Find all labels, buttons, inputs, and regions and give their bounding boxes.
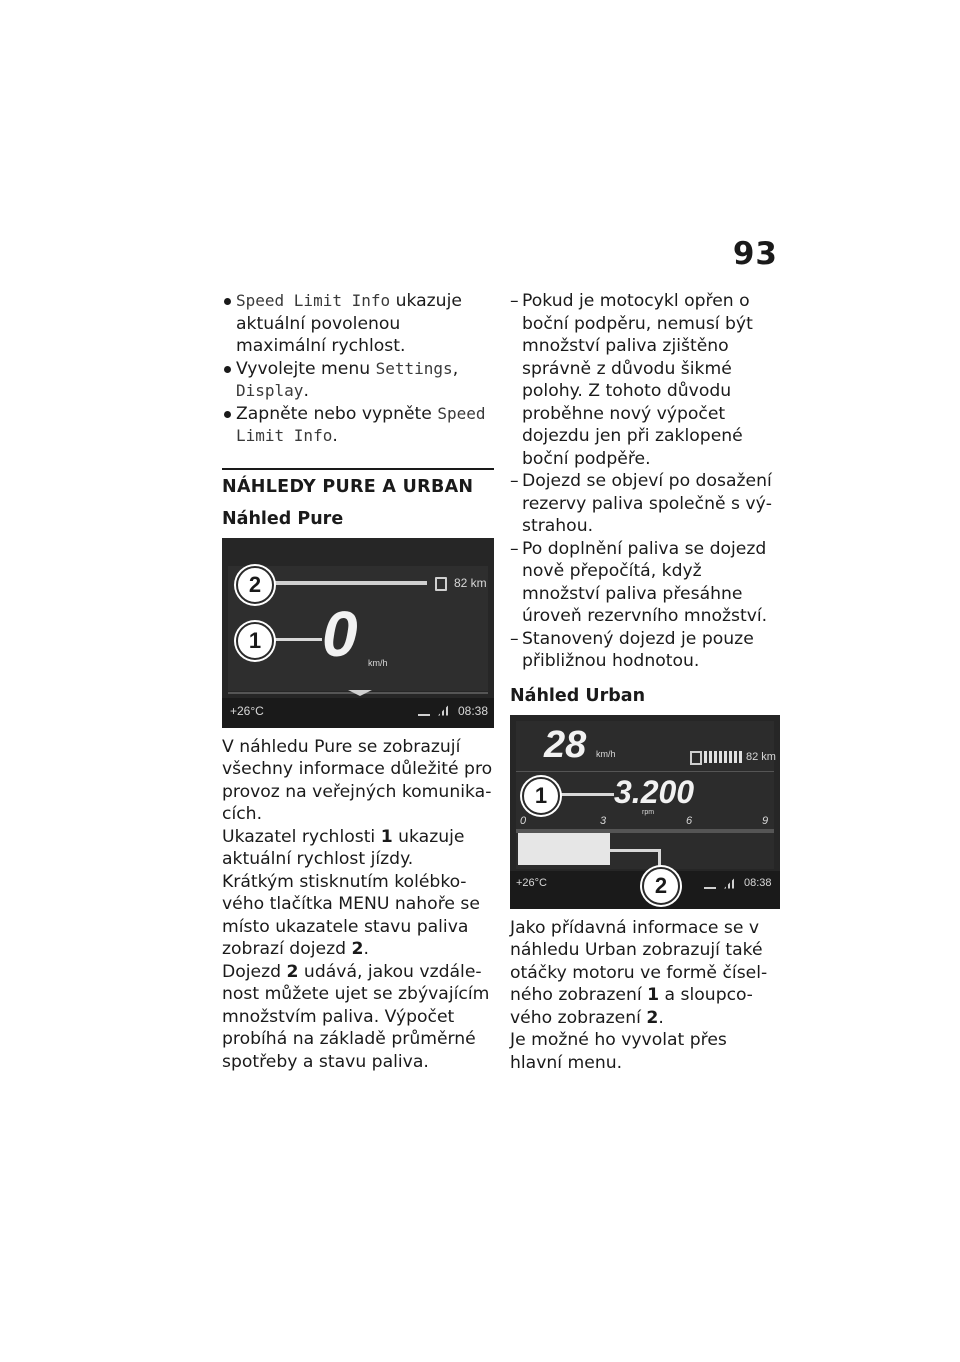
speed-value: 28: [544, 723, 587, 766]
pure-heading: Náhled Pure: [222, 508, 344, 529]
right-column: [510, 290, 782, 1074]
range-value: 82 km: [454, 575, 487, 590]
chevron-down-icon: [348, 690, 372, 696]
rpm-scale-6: 6: [686, 814, 693, 827]
rpm-scale-3: 3: [600, 814, 607, 827]
list-item: – Po doplnění paliva se dojezd nově přepočítá, když množství paliva přesáhne úroveň rezervního množství.: [510, 538, 782, 628]
list-item: Zapněte nebo vypněte Speed Limit Info.: [222, 403, 494, 448]
speed-unit: km/h: [596, 748, 616, 759]
clock: 08:38: [744, 876, 772, 889]
fuel-gauge: [704, 751, 742, 763]
pure-paragraph: Ukazatel rychlosti 1 ukazuje aktuální rychlost jízdy.: [222, 826, 465, 869]
list-item: – Dojezd se objeví po dosažení rezervy paliva společně s výstrahou.: [510, 470, 782, 538]
callout-1: 1: [522, 777, 560, 815]
urban-paragraph: Je možné ho vyvolat přes hlavní menu.: [510, 1030, 727, 1073]
rpm-value: 3.200: [614, 773, 695, 810]
fuel-icon: [435, 577, 447, 591]
key-icon: [418, 706, 430, 716]
list-item: Speed Limit Info ukazuje aktuální povolenou maximální rychlost.: [222, 290, 494, 358]
urban-paragraph: Jako přídavná informace se v náhledu Urban zobrazují také otáčky motoru ve formě číselného zobrazení 1 a sloupcového zobrazení 2.: [510, 917, 768, 1028]
left-column: [222, 290, 494, 1073]
clock: 08:38: [458, 703, 489, 718]
pure-paragraph: V náhledu Pure se zobrazují všechny informace důležité pro provoz na veřejných komunikacích.: [222, 736, 493, 824]
fuel-icon: [690, 751, 702, 765]
urban-dashboard-image: [510, 715, 780, 909]
rpm-scale-9: 9: [762, 814, 769, 827]
rpm-unit: rpm: [642, 808, 655, 816]
callout-2: 2: [642, 867, 680, 905]
range-value: 82 km: [746, 750, 776, 763]
callout-1: 1: [236, 622, 274, 660]
speed-unit: km/h: [368, 657, 388, 668]
rpm-bar: [518, 833, 610, 865]
section-divider: [222, 468, 494, 470]
speed-value: 0: [322, 597, 358, 670]
pure-paragraph: Krátkým stisknutím kolébkového tlačítka MENU nahoře se místo ukazatele stavu paliva zobrazí dojezd 2.: [222, 871, 480, 959]
temperature: +26°C: [230, 703, 264, 718]
temperature: +26°C: [516, 876, 548, 889]
pure-dashboard-image: [222, 538, 494, 728]
key-icon: [704, 879, 716, 889]
pure-paragraph: Dojezd 2 udává, jakou vzdálenost můžete ujet se zbývajícím množstvím paliva. Výpočet probíhá na základě průměrné spotřeby a stavu paliva.: [222, 961, 490, 1072]
callout-2: 2: [236, 566, 274, 604]
page-number: 93: [732, 236, 778, 272]
rpm-scale-0: 0: [520, 814, 527, 827]
list-item: Vyvolejte menu Settings, Display.: [222, 358, 494, 403]
list-item: – Pokud je motocykl opřen o boční podpěru, nemusí být množství paliva zjištěno správně z důvodu šikmé polohy. Z tohoto důvodu proběhne nový výpočet dojezdu jen při zaklopené boční podpěře.: [510, 290, 782, 470]
section-heading: NÁHLEDY PURE A URBAN: [222, 476, 474, 497]
urban-heading: Náhled Urban: [510, 685, 646, 706]
list-item: – Stanovený dojezd je pouze přibližnou hodnotou.: [510, 628, 782, 673]
